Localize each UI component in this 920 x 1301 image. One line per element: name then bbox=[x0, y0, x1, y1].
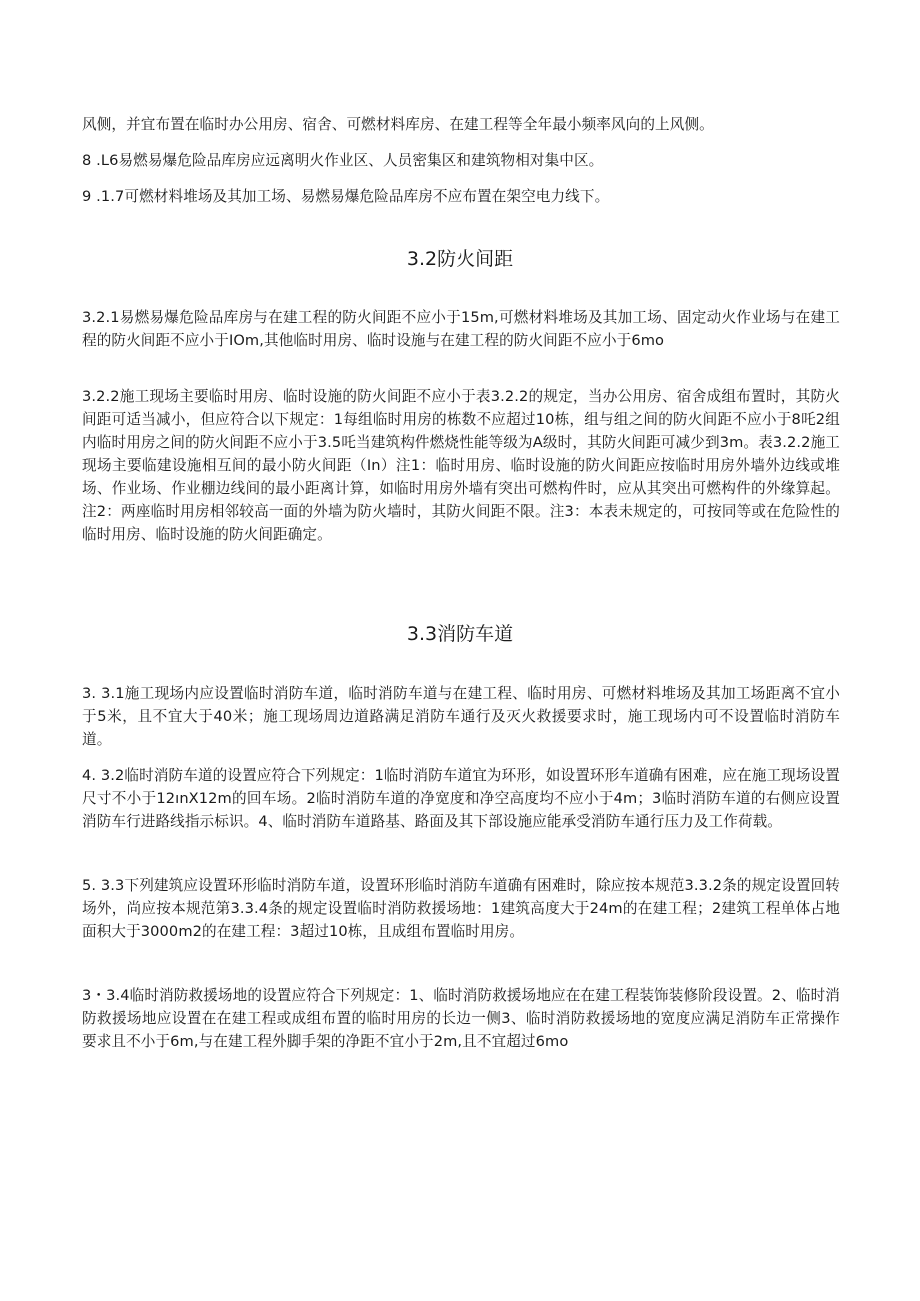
paragraph-clause-316: 8 .L6易燃易爆危险品库房应远离明火作业区、人员密集区和建筑物相对集中区。 bbox=[82, 152, 604, 169]
paragraph-continuation: 风侧，并宜布置在临时办公用房、宿舍、可燃材料库房、在建工程等全年最小频率风向的上风侧。 bbox=[82, 116, 714, 133]
paragraph-clause-321: 3.2.1易燃易爆危险品库房与在建工程的防火间距不应小于15m,可燃材料堆场及其加工场、固定动火作业场与在建工程的防火间距不应小于IOm,其他临时用房、临时设施与在建工程的防火间距不应小于6mo bbox=[82, 309, 840, 349]
section-heading-fire-spacing: 3.2防火间距 bbox=[406, 248, 514, 270]
section-heading-fire-lane: 3.3消防车道 bbox=[406, 623, 514, 645]
paragraph-clause-317: 9 .1.7可燃材料堆场及其加工场、易燃易爆危险品库房不应布置在架空电力线下。 bbox=[82, 188, 610, 205]
paragraph-clause-322: 3.2.2施工现场主要临时用房、临时设施的防火间距不应小于表3.2.2的规定，当办公用房、宿舍成组布置时，其防火间距可适当减小，但应符合以下规定：1每组临时用房的栋数不应超过10栋，组与组之间的防火间距不应小于8吒2组内临时用房之间的防火间距不应小于3.5吒当建筑构件燃烧性能等级为A级时，其防火间距可减少到3m。表3.2.2施工现场主要临建设施相互间的最小防火间距（In）注1：临时用房、临时设施的防火间距应按临时用房外墙外边线或堆场、作业场、作业棚边线间的最小距离计算，如临时用房外墙有突出可燃构件时，应从其突出可燃构件的外缘算起。注2：两座临时用房相邻较高一面的外墙为防火墙时，其防火间距不限。注3：本表未规定的，可按同等或在危险性的临时用房、临时设施的防火间距确定。 bbox=[82, 388, 840, 543]
paragraph-clause-334: 3・3.4临时消防救援场地的设置应符合下列规定：1、临时消防救援场地应在在建工程装饰装修阶段设置。2、临时消防救援场地应设置在在建工程或成组布置的临时用房的长边一侧3、临时消防救援场地的宽度应满足消防车正常操作要求且不小于6m,与在建工程外脚手架的净距不宜小于2m,且不宜超过6mo bbox=[82, 987, 840, 1050]
paragraph-clause-331: 3. 3.1施工现场内应设置临时消防车道，临时消防车道与在建工程、临时用房、可燃材料堆场及其加工场距离不宜小于5米，且不宜大于40米；施工现场周边道路满足消防车通行及灭火救援要求时，施工现场内可不设置临时消防车道。 bbox=[82, 685, 840, 748]
paragraph-clause-332: 4. 3.2临时消防车道的设置应符合下列规定：1临时消防车道宜为环形，如设置环形车道确有困难，应在施工现场设置尺寸不小于12ınX12m的回车场。2临时消防车道的净宽度和净空高度均不应小于4m；3临时消防车道的右侧应设置消防车行进路线指示标识。4、临时消防车道路基、路面及其下部设施应能承受消防车通行压力及工作荷载。 bbox=[82, 767, 840, 830]
paragraph-clause-333: 5. 3.3下列建筑应设置环形临时消防车道，设置环形临时消防车道确有困难时，除应按本规范3.3.2条的规定设置回转场外，尚应按本规范第3.3.4条的规定设置临时消防救援场地：1建筑高度大于24m的在建工程；2建筑工程单体占地面积大于3000m2的在建工程：3超过10栋，且成组布置临时用房。 bbox=[82, 877, 840, 940]
